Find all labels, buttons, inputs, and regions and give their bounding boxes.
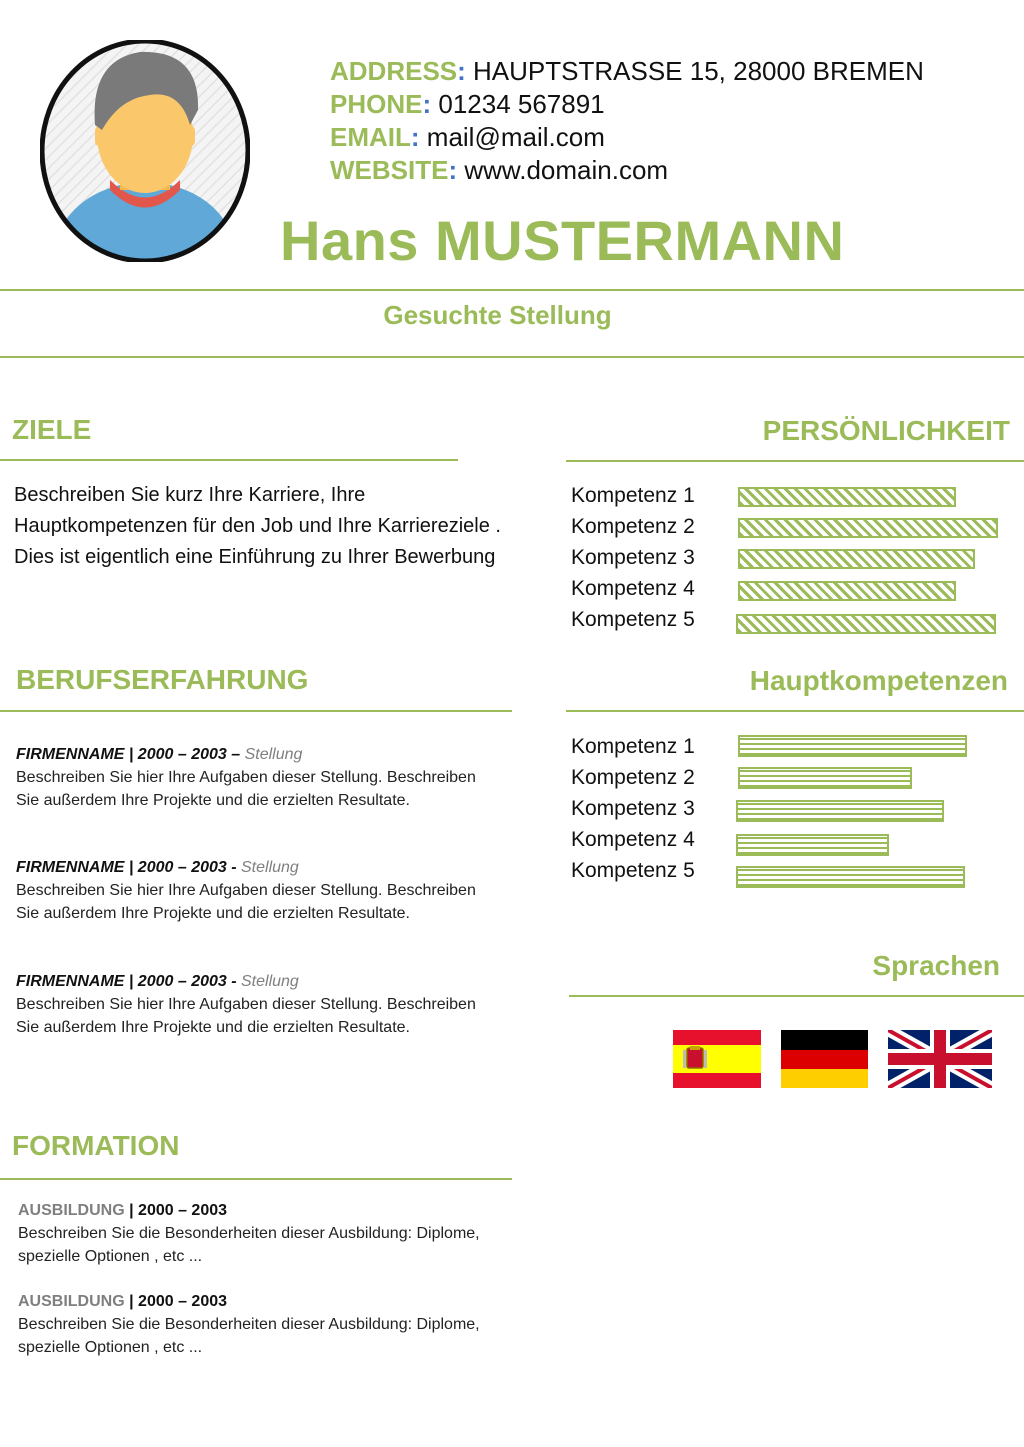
skill-label: Kompetenz 2 xyxy=(571,766,695,789)
website-line: WEBSITE: www.domain.com xyxy=(330,155,669,185)
section-title-main-skills: Hauptkompetenzen xyxy=(749,665,1008,696)
spain-flag-icon xyxy=(673,1030,761,1088)
germany-flag-icon xyxy=(781,1030,868,1088)
email-value[interactable]: mail@mail.com xyxy=(426,122,605,152)
job-position: Stellung xyxy=(244,746,303,763)
skill-label: Kompetenz 1 xyxy=(571,735,695,758)
education-dates: | 2000 – 2003 xyxy=(124,1293,228,1310)
job-position: Stellung xyxy=(241,859,299,876)
skill-bar xyxy=(736,866,965,888)
target-position: Gesuchte Stellung xyxy=(383,300,612,330)
skill-label: Kompetenz 3 xyxy=(571,546,695,569)
skill-bar xyxy=(738,518,998,538)
skill-label: Kompetenz 1 xyxy=(571,484,695,507)
skill-label: Kompetenz 5 xyxy=(571,859,695,882)
phone-line: PHONE: 01234 567891 xyxy=(330,89,605,119)
divider xyxy=(0,710,512,712)
education-description: Beschreiben Sie die Besonderheiten dieser Ausbildung: Diplome, spezielle Optionen , etc ... xyxy=(18,1225,480,1265)
skill-label: Kompetenz 2 xyxy=(571,515,695,538)
divider xyxy=(0,289,1024,291)
divider xyxy=(0,356,1024,358)
skill-bar xyxy=(736,614,996,634)
divider xyxy=(0,459,458,461)
skill-bar xyxy=(736,834,889,856)
skill-bar xyxy=(736,800,944,822)
divider xyxy=(566,460,1024,462)
uk-flag-icon xyxy=(888,1030,992,1088)
avatar xyxy=(40,40,250,262)
job-entry xyxy=(16,856,486,925)
divider xyxy=(566,710,1024,712)
job-entry xyxy=(16,970,486,1039)
job-description: Beschreiben Sie hier Ihre Aufgaben dieser Stellung. Beschreiben Sie außerdem Ihre Projekte und die erzielten Resultate. xyxy=(16,996,476,1036)
person-name: Hans MUSTERMANN xyxy=(280,209,845,272)
job-company: FIRMENNAME | 2000 – 2003 – xyxy=(16,746,245,763)
skill-bar xyxy=(738,549,975,569)
website-value[interactable]: www.domain.com xyxy=(464,155,669,185)
skill-label: Kompetenz 4 xyxy=(571,577,695,600)
address-line: ADDRESS: HAUPTSTRASSE 15, 28000 BREMEN xyxy=(330,56,924,86)
job-description: Beschreiben Sie hier Ihre Aufgaben dieser Stellung. Beschreiben Sie außerdem Ihre Projekte und die erzielten Resultate. xyxy=(16,882,476,922)
contact-block xyxy=(330,55,924,187)
education-entry xyxy=(18,1199,518,1268)
education-label: AUSBILDUNG xyxy=(18,1202,125,1219)
ziele-text: Beschreiben Sie kurz Ihre Karriere, Ihre Hauptkompetenzen für den Job und Ihre Karriereziele . Dies ist eigentlich eine Einführung zu Ihrer Bewerbung xyxy=(14,484,501,568)
address-value: HAUPTSTRASSE 15, 28000 BREMEN xyxy=(473,56,924,86)
divider xyxy=(569,995,1024,997)
skill-bar xyxy=(738,735,967,757)
job-company: FIRMENNAME | 2000 – 2003 - xyxy=(16,973,241,990)
email-line: EMAIL: mail@mail.com xyxy=(330,122,605,152)
phone-value: 01234 567891 xyxy=(438,89,605,119)
section-title-languages: Sprachen xyxy=(872,950,1000,981)
skill-bar xyxy=(738,581,956,601)
section-title-experience: BERUFSERFAHRUNG xyxy=(16,664,309,695)
education-label: AUSBILDUNG xyxy=(18,1293,125,1310)
section-title-personality: PERSÖNLICHKEIT xyxy=(762,415,1010,446)
job-position: Stellung xyxy=(241,973,299,990)
section-title-formation: FORMATION xyxy=(12,1130,180,1161)
divider xyxy=(0,1178,512,1180)
skill-label: Kompetenz 5 xyxy=(571,608,695,631)
skill-label: Kompetenz 4 xyxy=(571,828,695,851)
skill-bar xyxy=(738,767,912,789)
education-dates: | 2000 – 2003 xyxy=(124,1202,228,1219)
skill-label: Kompetenz 3 xyxy=(571,797,695,820)
skill-bar xyxy=(738,487,956,507)
job-entry xyxy=(16,743,486,812)
section-title-ziele: ZIELE xyxy=(12,414,92,445)
education-description: Beschreiben Sie die Besonderheiten dieser Ausbildung: Diplome, spezielle Optionen , etc ... xyxy=(18,1316,480,1356)
education-entry xyxy=(18,1290,518,1359)
job-company: FIRMENNAME | 2000 – 2003 - xyxy=(16,859,241,876)
job-description: Beschreiben Sie hier Ihre Aufgaben dieser Stellung. Beschreiben Sie außerdem Ihre Projekte und die erzielten Resultate. xyxy=(16,769,476,809)
